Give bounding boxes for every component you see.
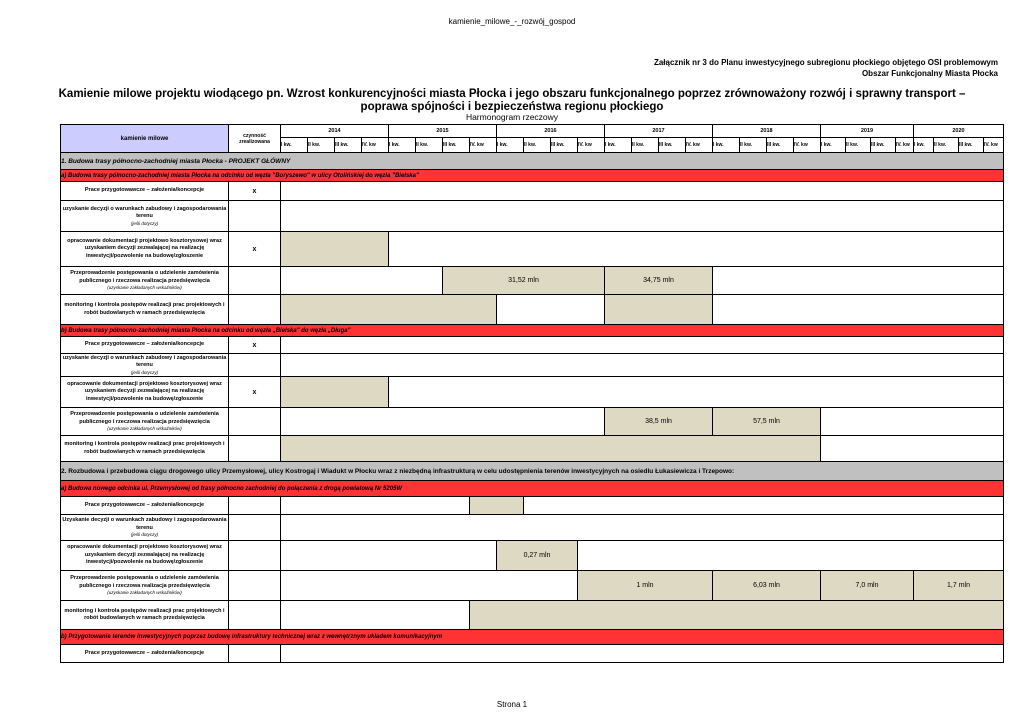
quarter-header: II kw. [740,138,767,153]
quarter-header: III kw. [659,138,686,153]
quarter-header: IV. kw [470,138,497,153]
table-row [61,232,1004,267]
timeline-empty [281,601,470,630]
timeline-empty [281,515,1004,541]
table-row [61,354,1004,377]
page-subtitle: Harmonogram rzeczowy [465,112,559,122]
section-1a-title: a) Budowa trasy północno-zachodniej miasta Płocka na odcinku od węzła "Boryszewo" w ulicy Otolińskiej do węzła "Bielska" [61,170,1004,182]
section-1b-title: b) Budowa trasy północno-zachodniej miasta Płocka na odcinku od węzła „Bielska" do węzła „Długa" [61,325,1004,337]
amount-cell: 1 mln [578,571,713,601]
quarter-header: I kw. [821,138,846,153]
table-row [61,497,1004,515]
timeline-empty [578,541,1004,571]
task-env-label: Uzyskanie decyzji o warunkach zabudowy i zagospodarowania terenu (jeśli dotyczy) [61,515,229,541]
timeline-empty [389,377,1004,408]
task-env-label: uzyskanie decyzji o warunkach zabudowy i zagospodarowania terenu (jeśli dotyczy) [61,354,229,377]
quarter-header: II kw. [524,138,551,153]
timeline-filled [281,295,497,325]
subsection-row [61,325,1004,337]
table-row [61,571,1004,601]
done-mark: x [229,377,281,408]
timeline-filled [281,436,821,462]
quarter-header: III kw. [767,138,794,153]
done-mark: x [229,232,281,267]
year-header: 2017 [605,125,713,138]
timeline-empty [713,267,1004,295]
timeline-empty [821,408,1004,436]
timeline-empty [281,201,1004,232]
task-prep-label: Prace przygotowawcze – założenia/koncepcje [61,645,229,663]
timeline-filled [281,377,389,408]
annex-line-1: Załącznik nr 3 do Planu inwestycyjnego subregionu płockiego objętego OSI problemowym [653,58,998,67]
timeline-empty [281,354,1004,377]
amount-cell: 7,0 mln [821,571,914,601]
amount-cell: 1,7 mln [914,571,1004,601]
quarter-header: IV. kw [362,138,389,153]
quarter-header: II kw. [934,138,959,153]
quarter-header: IV. kw [686,138,713,153]
timeline-empty [281,541,497,571]
quarter-header: IV. kw [984,138,1004,153]
quarter-header: III kw. [551,138,578,153]
annex-line-2: Obszar Funkcjonalny Miasta Płocka [861,69,998,78]
year-header: 2015 [389,125,497,138]
quarter-header: III kw. [871,138,896,153]
section-2a-title: a) Budowa nowego odcinka ul. Przemysłowej od trasy północno zachodniej do połączenia z drogą powiatową Nr 5205W [61,481,1004,497]
task-tender-label: Przeprowadzenie postępowania o udzielenie zamówienia publicznego i rzeczowa realizacja przedsięwzięcia (uzyskanie zakładanych wskaźników) [61,267,229,295]
milestones-column-header: kamienie milowe [61,125,229,153]
quarter-header: I kw. [914,138,934,153]
quarter-header: III kw. [959,138,984,153]
quarter-header: II kw. [846,138,871,153]
page-title: Kamienie milowe projektu wiodącego pn. Wzrost konkurencyjności miasta Płocka i jego obszaru funkcjonalnego poprzez zrównoważony rozwój i sprawny transport – poprawa spójności i bezpieczeństwa regionu płockiego [58,88,966,113]
timeline-empty [389,232,1004,267]
quarter-header: III kw. [335,138,362,153]
timeline-filled [281,232,389,267]
table-row [61,408,1004,436]
year-header: 2018 [713,125,821,138]
task-monitor-label: monitoring i kontrola postępów realizacji prac projektowych i robót budowlanych w ramach przedsięwzięcia [61,295,229,325]
task-tender-label: Przeprowadzenie postępowania o udzielenie zamówienia publicznego i rzeczowa realizacja przedsięwzięcia (uzyskanie zakładanych wskaźników) [61,571,229,601]
table-row [61,337,1004,354]
quarter-header: I kw. [389,138,416,153]
subsection-row [61,481,1004,497]
year-header: 2020 [914,125,1004,138]
amount-cell: 34,75 mln [605,267,713,295]
section-row [61,462,1004,481]
quarter-header: I kw. [713,138,740,153]
quarter-header: IV. kw [794,138,821,153]
table-row [61,601,1004,630]
section-1-title: 1. Budowa trasy północno-zachodniej miasta Płocka - PROJEKT GŁÓWNY [61,153,1004,170]
section-2-title: 2. Rozbudowa i przebudowa ciągu drogowego ulicy Przemysłowej, ulicy Kostrogaj i Wiadukt w Płocku wraz z niezbędną infrastrukturą w celu udostępnienia terenów inwestycyjnych na osiedlu Łukasiewicza i Trzepowo: [61,462,1004,481]
task-docs-label: opracowanie dokumentacji projektowo kosztorysowej wraz uzyskaniem decyzji zezwalającej na realizację inwestycji/pozwolenie na budowę/zgłoszenie [61,541,229,571]
amount-cell: 6,03 mln [713,571,821,601]
timeline-empty [524,497,1004,515]
done-mark: x [229,337,281,354]
amount-cell: 57,5 mln [713,408,821,436]
quarter-header: I kw. [605,138,632,153]
timeline-empty [281,497,470,515]
quarter-header: IV. kw [896,138,914,153]
subsection-row [61,170,1004,182]
amount-cell: 0,27 mln [497,541,578,571]
table-row [61,645,1004,663]
annex-note [654,57,998,79]
task-prep-label: Prace przygotowawcze – założenia/koncepcje [61,497,229,515]
amount-cell: 31,52 mln [443,267,605,295]
quarter-header: III kw. [443,138,470,153]
quarter-header: IV. kw [578,138,605,153]
section-row [61,153,1004,170]
task-tender-label: Przeprowadzenie postępowania o udzielenie zamówienia publicznego i rzeczowa realizacja przedsięwzięcia (uzyskanie zakładanych wskaźników) [61,408,229,436]
table-row [61,541,1004,571]
done-mark: x [229,182,281,201]
table-row [61,267,1004,295]
timeline-empty [713,295,1004,325]
amount-cell: 38,5 mln [605,408,713,436]
task-monitor-label: monitoring i kontrola postępów realizacji prac projektowych i robót budowlanych w ramach przedsięwzięcia [61,601,229,630]
table-row [61,295,1004,325]
page-footer: Strona 1 [496,700,528,709]
table-row [61,377,1004,408]
quarter-header: I kw. [281,138,308,153]
task-docs-label: opracowanie dokumentacji projektowo kosztorysowej wraz uzyskaniem decyzji zezwalającej na realizację inwestycji/pozwolenie na budowę/zgłoszenie [61,377,229,408]
section-2b-title: b) Przygotowanie terenów inwestycyjnych poprzez budowę infrastruktury technicznej wraz z wewnętrznym układem komunikacyjnym [61,630,1004,645]
year-header: 2019 [821,125,914,138]
task-env-label: uzyskanie decyzji o warunkach zabudowy i zagospodarowania terenu (jeśli dotyczy) [61,201,229,232]
year-header-row [61,125,1004,138]
timeline-empty [281,408,605,436]
timeline-filled [605,295,713,325]
table-row [61,436,1004,462]
quarter-header: II kw. [308,138,335,153]
timeline-empty [281,571,578,601]
timeline-empty [821,436,1004,462]
subsection-row [61,630,1004,645]
task-monitor-label: monitoring i kontrola postępów realizacji prac projektowych i robót budowlanych w ramach przedsięwzięcia [61,436,229,462]
task-prep-label: Prace przygotowawcze – założenia/koncepcje [61,337,229,354]
quarter-header: II kw. [416,138,443,153]
schedule-table [60,124,1004,663]
quarter-header: I kw. [497,138,524,153]
document-header: kamienie_milowe_-_rozwój_gospod [448,17,576,26]
timeline-empty [281,337,1004,354]
timeline-filled [470,601,1004,630]
timeline-filled [470,497,524,515]
quarter-header: II kw. [632,138,659,153]
table-row [61,182,1004,201]
done-column-header: czynność zrealizowana [229,125,281,153]
table-row [61,201,1004,232]
timeline-empty [281,267,443,295]
year-header: 2016 [497,125,605,138]
timeline-empty [281,182,1004,201]
timeline-empty [497,295,605,325]
timeline-empty [281,645,1004,663]
task-prep-label: Prace przygotowawcze – założenia/koncepcje [61,182,229,201]
year-header: 2014 [281,125,389,138]
task-docs-label: opracowanie dokumentacji projektowo kosztorysowej wraz uzyskaniem decyzji zezwalającej na realizację inwestycji/pozwolenie na budowę/zgłoszenie [61,232,229,267]
table-row [61,515,1004,541]
